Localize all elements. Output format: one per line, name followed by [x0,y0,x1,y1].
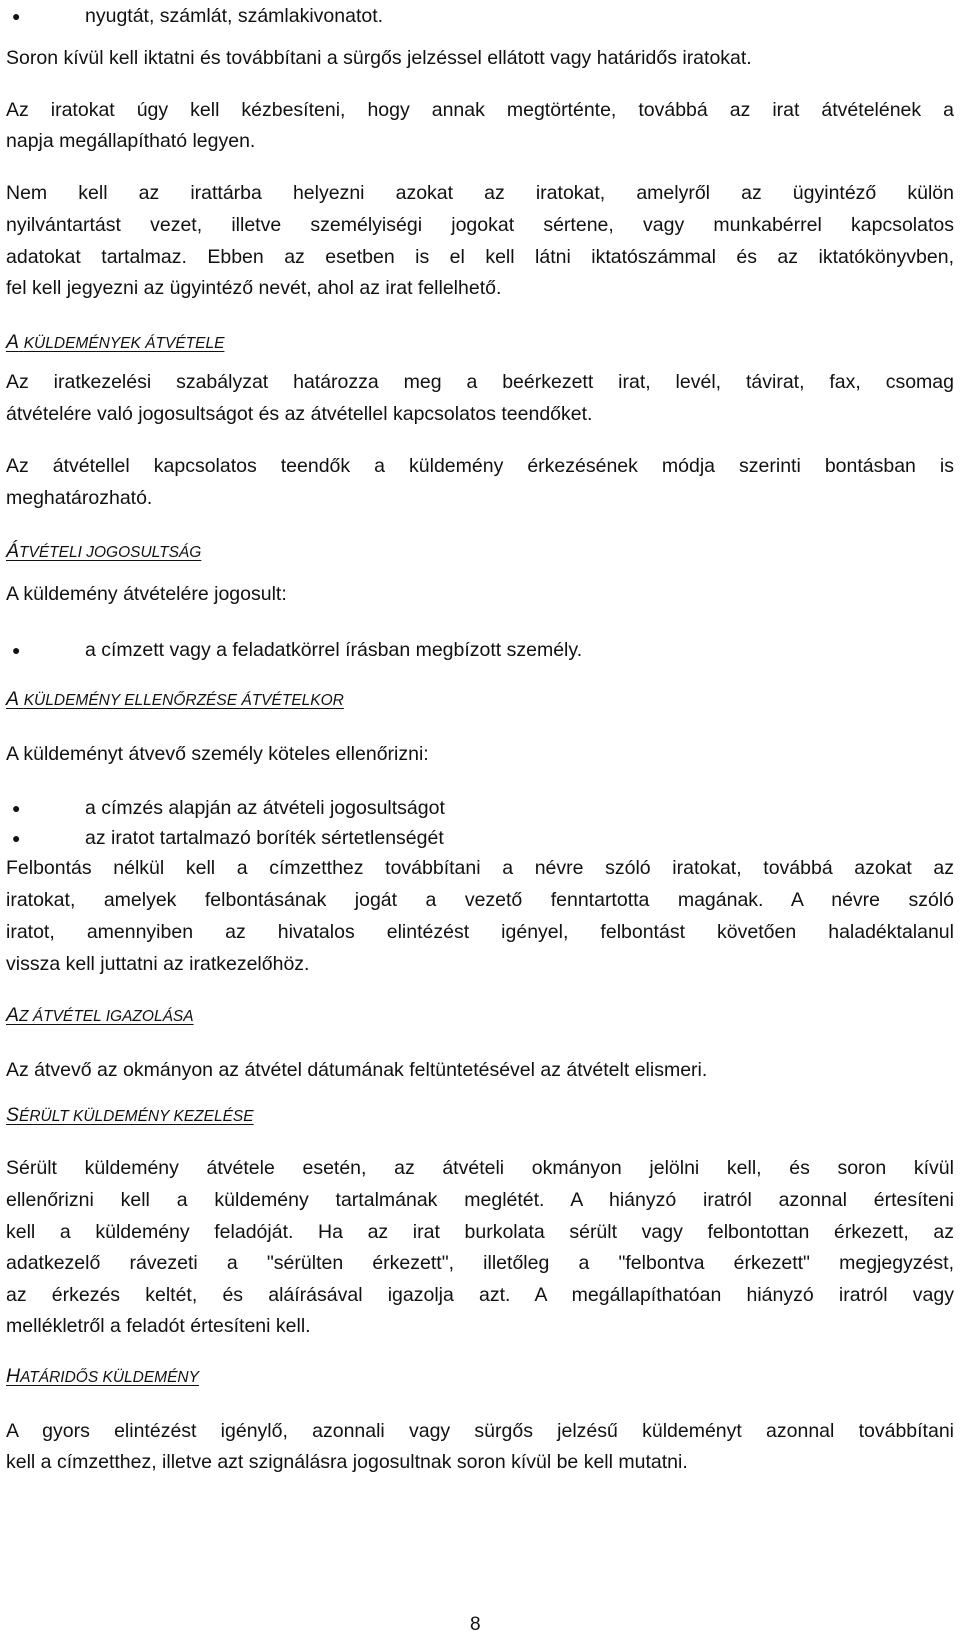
list-item: a címzett vagy a feladatkörrel írásban megbízott személy. [85,639,583,661]
paragraph-damaged-line: mellékletről a feladót értesíteni kell. [6,1315,311,1337]
paragraph-archive-line: fel kell jegyezni az ügyintéző nevét, ahol az irat fellelhető. [6,277,502,299]
paragraph-damaged-line: Sérült küldemény átvétele esetén, az átvételi okmányon jelölni kell, és soron kívül [6,1157,954,1179]
bullet-marker: ● [12,642,21,658]
paragraph-damaged-line: ellenőrizni kell a küldemény tartalmának meglétét. A hiányzó iratról azonnal értesíteni [6,1189,954,1211]
paragraph-archive-line: nyilvántartást vezet, illetve személyiségi jogokat sértene, vagy munkabérrel kapcsolatos [6,214,954,236]
paragraph-receipt-tasks-line: Az átvétellel kapcsolatos teendők a küldemény érkezésének módja szerinti bontásban is [6,455,954,477]
paragraph-check: A küldeményt átvevő személy köteles ellenőrizni: [6,743,429,765]
paragraph-opening-line: vissza kell juttatni az iratkezelőhöz. [6,953,310,975]
paragraph-urgent: Soron kívül kell iktatni és továbbítani a sürgős jelzéssel ellátott vagy határidős iratokat. [6,47,752,69]
paragraph-confirm: Az átvevő az okmányon az átvétel dátumának feltüntetésével az átvételt elismeri. [6,1059,708,1081]
paragraph-damaged-line: adatkezelő rávezeti a "sérülten érkezett", illetőleg a "felbontva érkezett" megjegyzést, [6,1252,954,1274]
paragraph-receipt-rules-line: Az iratkezelési szabályzat határozza meg a beérkezett irat, levél, távirat, fax, csomag [6,371,954,393]
paragraph-archive-line: adatokat tartalmaz. Ebben az esetben is el kell látni iktatószámmal és az iktatókönyvben, [6,246,954,268]
paragraph-opening-line: iratot, amennyiben az hivatalos elintézést igényel, felbontást követően haladéktalanul [6,921,954,943]
paragraph-archive-line: Nem kell az irattárba helyezni azokat az iratokat, amelyről az ügyintéző külön [6,182,954,204]
section-heading-deadline: HATÁRIDŐS KÜLDEMÉNY [6,1365,199,1387]
paragraph-opening-line: iratokat, amelyek felbontásának jogát a vezető fenntartotta magának. A névre szóló [6,889,954,911]
paragraph-delivery-line: napja megállapítható legyen. [6,130,256,152]
section-heading-confirm: AZ ÁTVÉTEL IGAZOLÁSA [6,1004,194,1026]
bullet-marker: ● [12,800,21,816]
page-number: 8 [470,1614,481,1635]
list-item: az iratot tartalmazó boríték sértetlenségét [85,827,444,849]
section-heading-damaged: SÉRÜLT KÜLDEMÉNY KEZELÉSE [6,1104,254,1126]
paragraph-entitled: A küldemény átvételére jogosult: [6,583,287,605]
paragraph-receipt-rules-line: átvételére való jogosultságot és az átvétellel kapcsolatos teendőket. [6,403,593,425]
section-heading-entitlement: ÁTVÉTELI JOGOSULTSÁG [6,540,202,562]
paragraph-delivery-line: Az iratokat úgy kell kézbesíteni, hogy annak megtörténte, továbbá az irat átvételének a [6,99,954,121]
list-item: a címzés alapján az átvételi jogosultságot [85,797,445,819]
paragraph-deadline-line: kell a címzetthez, illetve azt szignálásra jogosultnak soron kívül be kell mutatni. [6,1451,688,1473]
bullet-marker: ● [12,8,21,24]
paragraph-deadline-line: A gyors elintézést igénylő, azonnali vagy sürgős jelzésű küldeményt azonnal továbbítani [6,1420,954,1442]
paragraph-receipt-tasks-line: meghatározható. [6,487,153,509]
section-heading-receipt: A KÜLDEMÉNYEK ÁTVÉTELE [6,331,225,353]
bullet-marker: ● [12,830,21,846]
list-item: nyugtát, számlát, számlakivonatot. [85,5,384,27]
paragraph-damaged-line: az érkezés keltét, és aláírásával igazolja azt. A megállapíthatóan hiányzó iratról vagy [6,1284,954,1306]
paragraph-damaged-line: kell a küldemény feladóját. Ha az irat burkolata sérült vagy felbontottan érkezett, az [6,1221,954,1243]
paragraph-opening-line: Felbontás nélkül kell a címzetthez továbbítani a névre szóló iratokat, továbbá azokat az [6,857,954,879]
section-heading-check: A KÜLDEMÉNY ELLENŐRZÉSE ÁTVÉTELKOR [6,688,344,710]
